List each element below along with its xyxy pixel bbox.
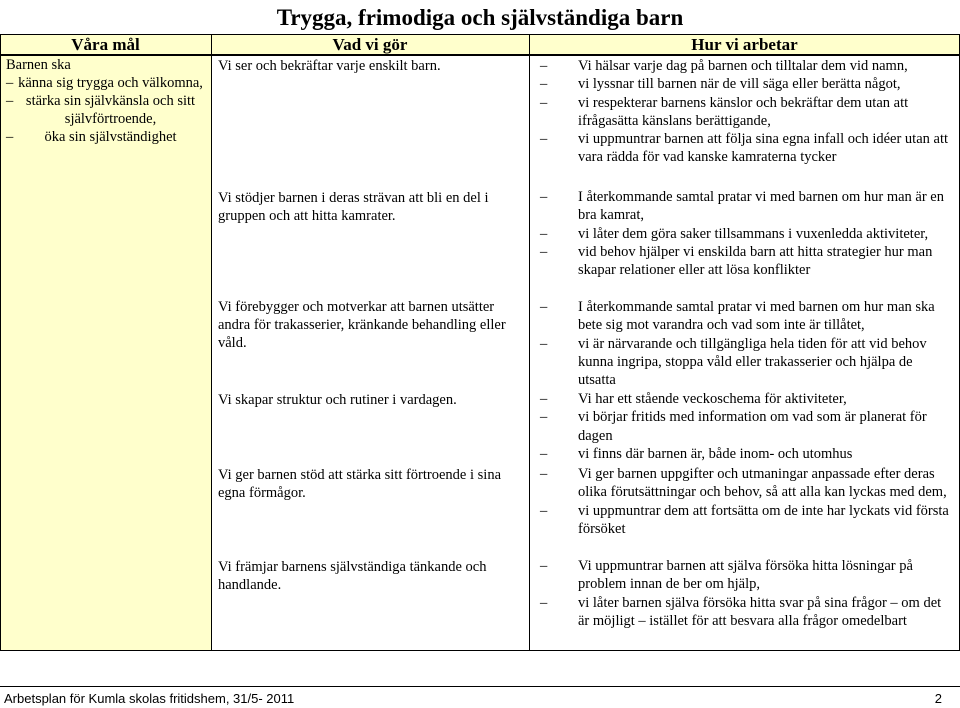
how-list-item: – vi lyssnar till barnen när de vill säga eller berätta något, bbox=[540, 76, 901, 93]
how-list-item: – vi är närvarande och tillgängliga hela tiden för att vid behov kunna ingripa, stoppa våld eller trakasserier och hjälpa de utsatta bbox=[540, 335, 927, 389]
goal-item: – stärka sin självkänsla och sitt självförtroende, bbox=[6, 93, 196, 127]
how-list-item: – Vi har ett stående veckoschema för aktiviteter, bbox=[540, 391, 847, 407]
table-left-border bbox=[0, 34, 1, 650]
how-list-item: – vi låter dem göra saker tillsammans i vuxenledda aktiviteter, bbox=[540, 225, 929, 242]
dash-marker: – bbox=[540, 335, 548, 352]
how-cell bbox=[534, 557, 954, 630]
how-cell bbox=[534, 188, 954, 279]
how-cell bbox=[534, 57, 954, 167]
how-list-item: – vi finns där barnen är, både inom- och utomhus bbox=[540, 445, 853, 462]
how-list-item: – Vi uppmuntrar barnen att själva försöka hitta lösningar på problem innan de ber om hjälp, bbox=[540, 558, 913, 593]
dash-marker: – bbox=[540, 243, 548, 260]
what-cell: Vi stödjer barnen i deras strävan att bli en del i gruppen och att hitta kamrater. bbox=[218, 190, 489, 224]
dash-marker: – bbox=[540, 131, 548, 148]
header-goals: Våra mål bbox=[0, 34, 211, 55]
dash-marker: – bbox=[540, 299, 548, 315]
dash-marker: – bbox=[540, 225, 548, 242]
dash-marker: – bbox=[540, 58, 548, 74]
how-list-item: – I återkommande samtal pratar vi med barnen om hur man är en bra kamrat, bbox=[540, 189, 944, 224]
what-cell: Vi främjar barnens självständiga tänkande och handlande. bbox=[218, 559, 487, 593]
goal-item: – känna sig trygga och välkomna, bbox=[6, 75, 203, 91]
how-cell bbox=[534, 390, 954, 463]
how-list-item: – Vi ger barnen uppgifter och utmaningar anpassade efter deras olika förutsättningar och behov, så att alla kan lyckas med dem, bbox=[540, 466, 947, 501]
column-divider bbox=[211, 34, 212, 650]
goals-lead: Barnen ska bbox=[6, 57, 71, 73]
how-list-item: – vi börjar fritids med information om vad som är planerat för dagen bbox=[540, 409, 927, 444]
table-bottom-border bbox=[0, 650, 960, 651]
dash-marker: – bbox=[540, 502, 548, 519]
column-divider bbox=[529, 34, 530, 650]
how-cell bbox=[534, 298, 954, 389]
dash-marker: – bbox=[540, 594, 548, 611]
header-what: Vad vi gör bbox=[211, 34, 529, 55]
how-cell bbox=[534, 465, 954, 538]
dash-marker: – bbox=[540, 76, 548, 93]
how-list-item: – vi uppmuntrar dem att fortsätta om de inte har lyckats vid första försöket bbox=[540, 502, 949, 537]
dash-marker: – bbox=[540, 94, 548, 111]
how-list-item: – Vi hälsar varje dag på barnen och tilltalar dem vid namn, bbox=[540, 58, 908, 74]
how-list-item: – I återkommande samtal pratar vi med barnen om hur man ska bete sig mot varandra och vad som inte är tillåtet, bbox=[540, 299, 935, 334]
header-bottom-border bbox=[0, 55, 960, 56]
dash-marker: – bbox=[540, 391, 548, 407]
page-number: 2 bbox=[934, 691, 942, 706]
footer-text: Arbetsplan för Kumla skolas fritidshem, 31/5- 2011 bbox=[4, 691, 295, 706]
table-top-border bbox=[0, 34, 960, 35]
goals-column bbox=[0, 56, 211, 650]
dash-marker: – bbox=[540, 558, 548, 574]
how-list-item: – vi uppmuntrar barnen att följa sina egna infall och idéer utan att vara rädda för vad kanske kamraterna tycker bbox=[540, 131, 949, 166]
how-list-item: – vi låter barnen själva försöka hitta svar på sina frågor – om det är möjligt – istället för att besvara alla frågor omedelbart bbox=[540, 594, 942, 629]
dash-marker: – bbox=[540, 466, 548, 482]
what-cell: Vi skapar struktur och rutiner i vardagen. bbox=[218, 392, 457, 408]
footer-rule bbox=[0, 686, 960, 687]
what-cell: Vi ser och bekräftar varje enskilt barn. bbox=[218, 58, 441, 74]
dash-marker: – bbox=[6, 129, 14, 145]
header-how: Hur vi arbetar bbox=[529, 34, 960, 55]
what-cell: Vi ger barnen stöd att stärka sitt förtroende i sina egna förmågor. bbox=[218, 467, 502, 501]
document-title: Trygga, frimodiga och självständiga barn bbox=[276, 5, 684, 30]
how-list-item: – vi respekterar barnens känslor och bekräftar dem utan att ifrågasätta känslans berättigande, bbox=[540, 94, 909, 129]
goal-item: – öka sin självständighet bbox=[6, 129, 177, 145]
dash-marker: – bbox=[6, 75, 14, 91]
dash-marker: – bbox=[540, 445, 548, 462]
dash-marker: – bbox=[6, 93, 14, 109]
dash-marker: – bbox=[540, 189, 548, 205]
what-cell: Vi förebygger och motverkar att barnen utsätter andra för trakasserier, kränkande behandling eller våld. bbox=[218, 299, 506, 351]
how-list-item: – vid behov hjälper vi enskilda barn att hitta strategier hur man skapar relationer eller att lösa konflikter bbox=[540, 243, 933, 279]
dash-marker: – bbox=[540, 409, 548, 426]
